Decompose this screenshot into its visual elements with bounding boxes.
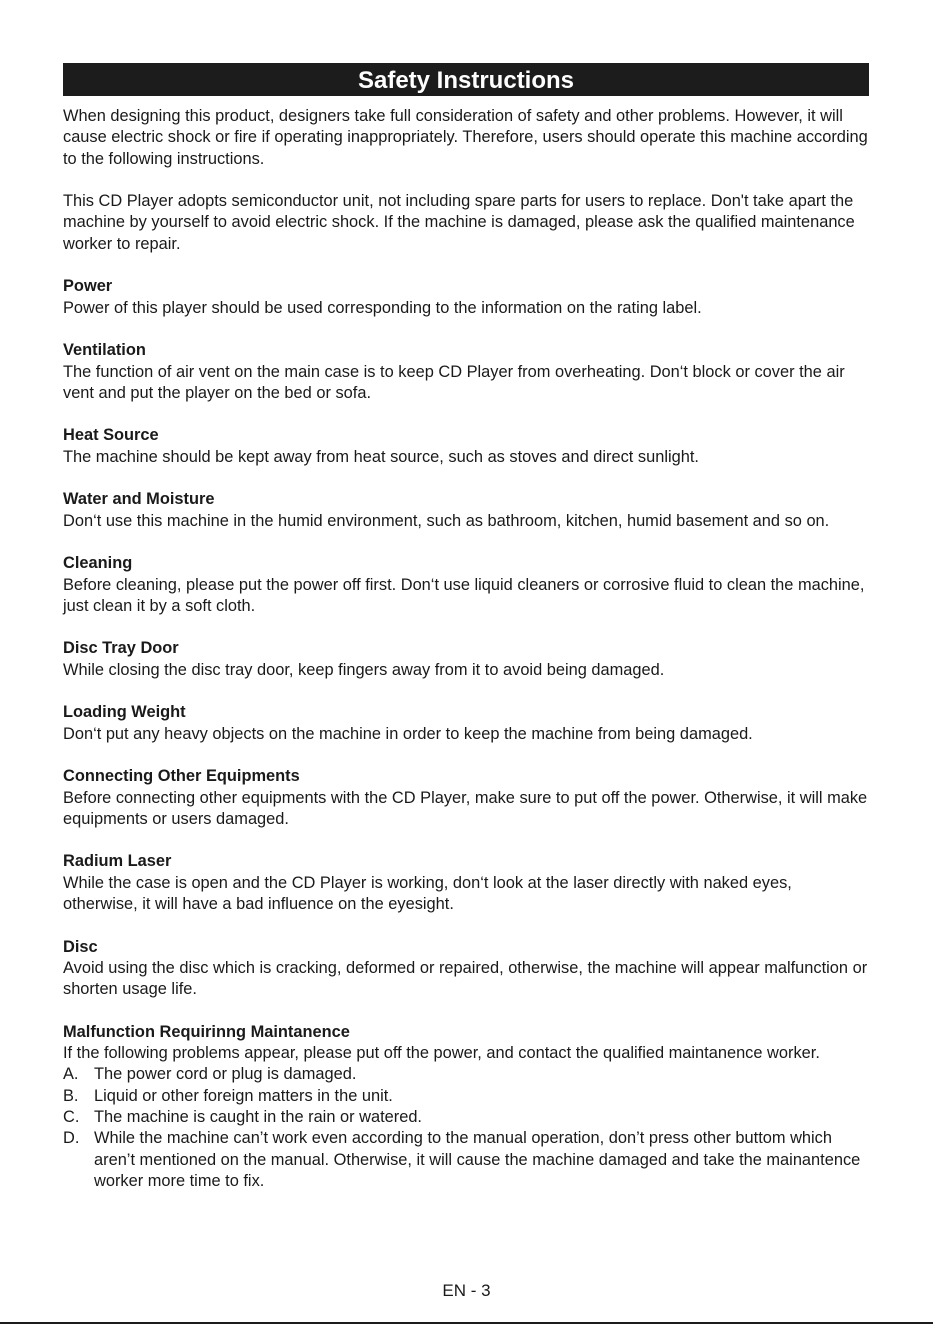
list-item: [63, 1128, 871, 1192]
section-heading: Malfunction Requirinng Maintanence: [63, 1022, 350, 1041]
section-text: The machine should be kept away from heat source, such as stoves and direct sunlight.: [63, 447, 699, 466]
section-heading: Heat Source: [63, 426, 159, 445]
section-text: Don‘t use this machine in the humid environment, such as bathroom, kitchen, humid basement and so on.: [63, 511, 830, 530]
list-item-text: While the machine can’t work even according to the manual operation, don’t press other buttom which aren’t mentioned on the manual. Otherwise, it will cause the machine damaged and take the mainantence worker more time to fix.: [94, 1129, 861, 1190]
section-heading: Radium Laser: [63, 852, 172, 871]
list-item-text: The power cord or plug is damaged.: [94, 1065, 357, 1084]
list-item-letter: B.: [63, 1086, 79, 1105]
section-text: The function of air vent on the main case is to keep CD Player from overheating. Don‘t block or cover the air vent and put the player on the bed or sofa.: [63, 362, 845, 402]
section-text: Avoid using the disc which is cracking, deformed or repaired, otherwise, the machine will appear malfunction or shorten usage life.: [63, 958, 868, 999]
section-connecting-equipments: [63, 766, 871, 830]
section-ventilation: [63, 340, 871, 404]
section-heading: Loading Weight: [63, 703, 186, 722]
list-item-letter: D.: [63, 1129, 80, 1148]
section-power: [63, 276, 871, 319]
list-item: [63, 1086, 871, 1107]
section-water-moisture: [63, 489, 871, 532]
section-disc: [63, 937, 871, 1001]
intro-paragraph-2: This CD Player adopts semiconductor unit, not including spare parts for users to replace. Don't take apart the machine by yourself to avoid electric shock. If the machine is damaged, please ask the qualified maintenance worker to repair.: [63, 192, 855, 253]
list-item-text: Liquid or other foreign matters in the unit.: [94, 1086, 393, 1105]
section-disc-tray-door: [63, 638, 871, 681]
section-text: If the following problems appear, please put off the power, and contact the qualified maintanence worker.: [63, 1044, 820, 1063]
section-cleaning: [63, 553, 871, 617]
section-heading: Cleaning: [63, 554, 133, 573]
section-heading: Ventilation: [63, 341, 146, 360]
section-text: Before connecting other equipments with the CD Player, make sure to put off the power. Otherwise, it will make equipments or users damaged.: [63, 788, 868, 828]
section-text: Power of this player should be used corresponding to the information on the rating label.: [63, 298, 702, 317]
section-heat-source: [63, 425, 871, 468]
section-text: While the case is open and the CD Player is working, don‘t look at the laser directly with naked eyes, otherwise, it will have a bad influence on the eyesight.: [63, 873, 792, 913]
section-heading: Disc: [63, 937, 98, 956]
intro-paragraph-1: When designing this product, designers take full consideration of safety and other problems. However, it will cause electric shock or fire if operating inappropriately. Therefore, users should operate this machine according to the following instructions.: [63, 107, 868, 168]
instructions-body: [63, 106, 871, 1192]
section-radium-laser: [63, 851, 871, 915]
list-item-letter: A.: [63, 1065, 79, 1084]
section-text: Before cleaning, please put the power off first. Don‘t use liquid cleaners or corrosive fluid to clean the machine, just clean it by a soft cloth.: [63, 575, 865, 615]
section-text: Don‘t put any heavy objects on the machine in order to keep the machine from being damaged.: [63, 724, 753, 743]
section-heading: Power: [63, 277, 113, 296]
page-number: EN - 3: [442, 1281, 491, 1300]
malfunction-list: [63, 1064, 871, 1192]
section-loading-weight: [63, 702, 871, 745]
section-text: While closing the disc tray door, keep fingers away from it to avoid being damaged.: [63, 660, 665, 679]
page-title: Safety Instructions: [63, 63, 869, 96]
list-item-letter: C.: [63, 1107, 80, 1126]
list-item: [63, 1107, 871, 1128]
list-item-text: The machine is caught in the rain or watered.: [94, 1107, 422, 1126]
section-heading: Water and Moisture: [63, 490, 215, 509]
section-heading: Disc Tray Door: [63, 639, 179, 658]
section-heading: Connecting Other Equipments: [63, 767, 300, 786]
section-malfunction: [63, 1022, 871, 1192]
list-item: [63, 1064, 871, 1085]
